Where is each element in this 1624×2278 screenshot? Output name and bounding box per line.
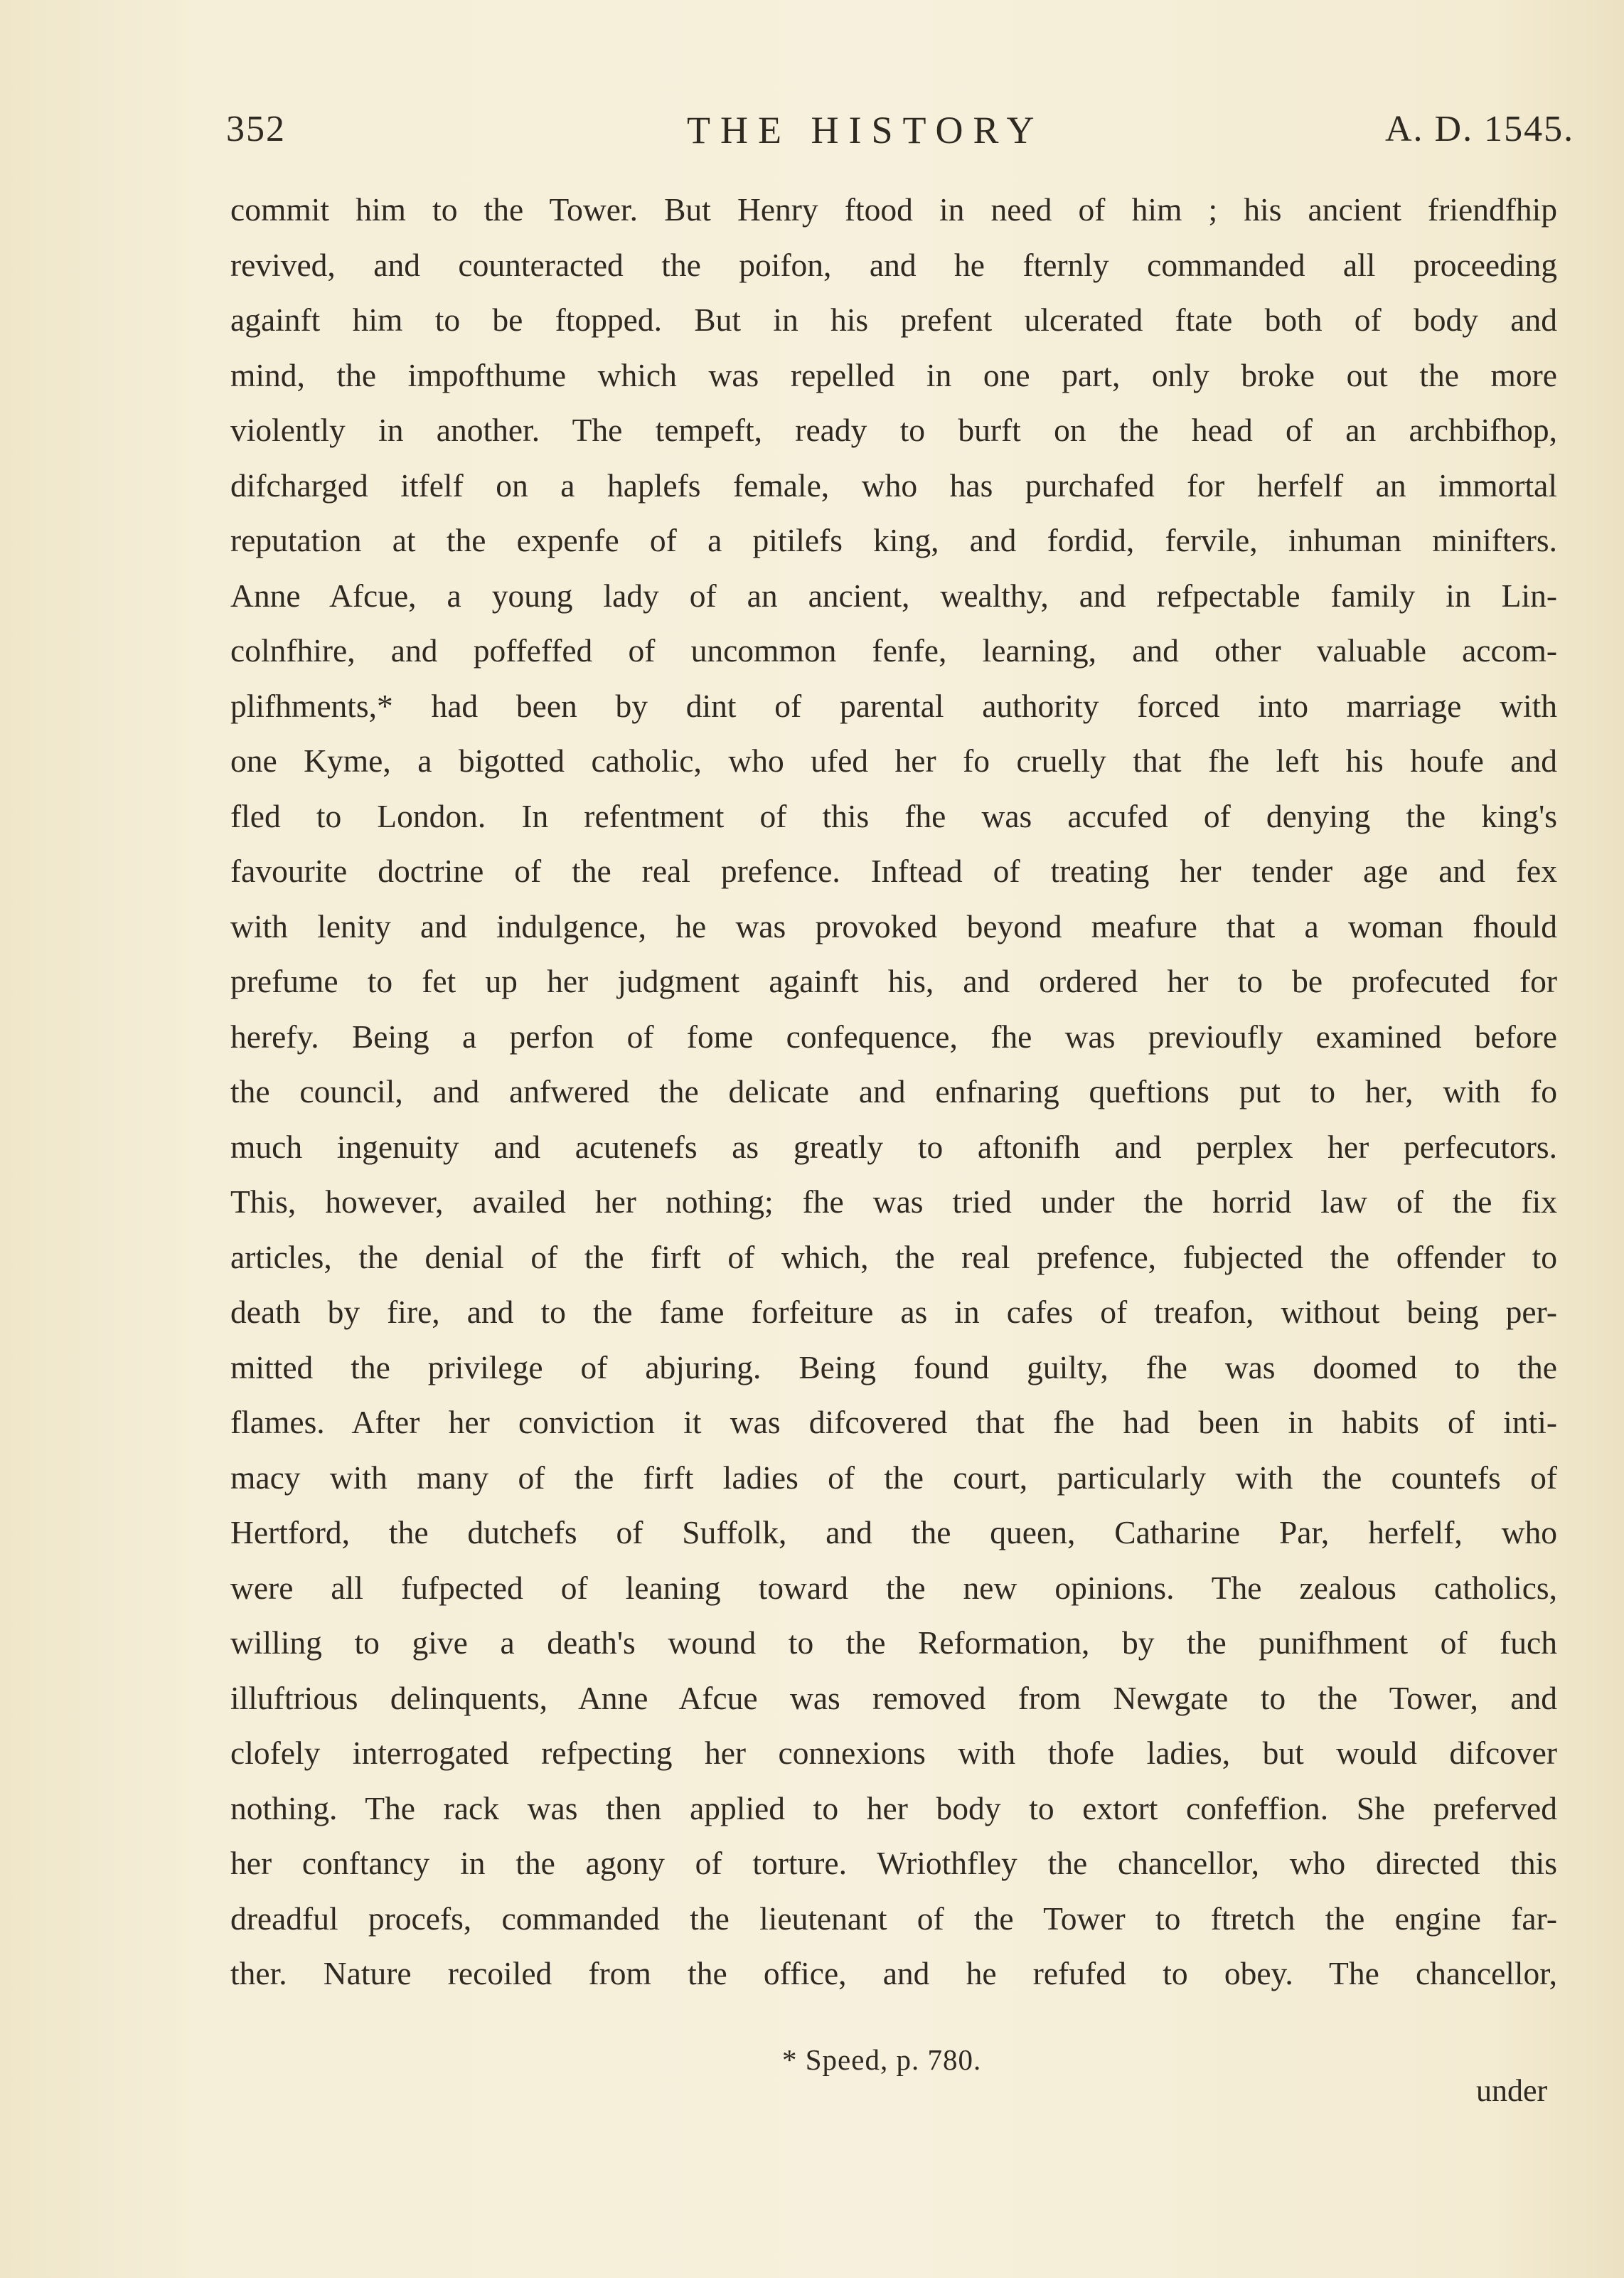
text-line: macy with many of the firft ladies of the court, particularly with the countefs of [230, 1459, 1557, 1496]
text-line: were all fufpected of leaning toward the new opinions. The zealous catholics, [230, 1569, 1557, 1606]
text-line: Hertford, the dutchefs of Suffolk, and the queen, Catharine Par, herfelf, who [230, 1514, 1557, 1550]
text-line: nothing. The rack was then applied to her body to extort confeffion. She preferved [230, 1789, 1557, 1826]
text-line: articles, the denial of the firft of which, the real prefence, fubjected the offender to [230, 1238, 1557, 1275]
catchword: under [1476, 2073, 1548, 2108]
text-line: Anne Afcue, a young lady of an ancient, wealthy, and refpectable family in Lin- [230, 577, 1557, 614]
text-line: flames. After her conviction it was difcovered that fhe had been in habits of inti- [230, 1404, 1557, 1440]
text-line: her conftancy in the agony of torture. Wriothfley the chancellor, who directed this [230, 1845, 1557, 1881]
text-line: death by fire, and to the fame forfeiture as in cafes of treafon, without being per- [230, 1294, 1557, 1330]
body-text [230, 182, 1557, 2001]
text-line: the council, and anfwered the delicate and enfnaring queftions put to her, with fo [230, 1073, 1557, 1109]
text-line: difcharged itfelf on a haplefs female, who has purchafed for herfelf an immortal [230, 467, 1557, 504]
text-line: willing to give a death's wound to the Reformation, by the punifhment of fuch [230, 1624, 1557, 1661]
page-header [0, 108, 1624, 158]
text-line: prefume to fet up her judgment againft his, and ordered her to be profecuted for [230, 963, 1557, 999]
text-line: herefy. Being a perfon of fome confequence, fhe was previoufly examined before [230, 1018, 1557, 1055]
running-date: A. D. 1545. [1385, 109, 1575, 149]
running-title: THE HISTORY [687, 109, 1045, 151]
text-line: mitted the privilege of abjuring. Being found guilty, fhe was doomed to the [230, 1348, 1557, 1385]
page-number: 352 [226, 109, 286, 149]
text-line: colnfhire, and poffeffed of uncommon fenfe, learning, and other valuable accom- [230, 632, 1557, 669]
text-line: plifhments,* had been by dint of parental authority forced into marriage with [230, 687, 1557, 724]
text-line: favourite doctrine of the real prefence. Inftead of treating her tender age and fex [230, 853, 1557, 889]
text-line: dreadful procefs, commanded the lieutenant of the Tower to ftretch the engine far- [230, 1900, 1557, 1937]
text-line: one Kyme, a bigotted catholic, who ufed her fo cruelly that fhe left his houfe and [230, 743, 1557, 779]
text-line: with lenity and indulgence, he was provoked beyond meafure that a woman fhould [230, 908, 1557, 944]
text-line: clofely interrogated refpecting her connexions with thofe ladies, but would difcover [230, 1735, 1557, 1771]
text-line: mind, the impofthume which was repelled in one part, only broke out the more [230, 356, 1557, 393]
text-line: violently in another. The tempeft, ready to burft on the head of an archbifhop, [230, 412, 1557, 448]
text-line: revived, and counteracted the poifon, and he fternly commanded all proceeding [230, 246, 1557, 283]
text-line: This, however, availed her nothing; fhe was tried under the horrid law of the fix [230, 1183, 1557, 1220]
text-line: againft him to be ftopped. But in his prefent ulcerated ftate both of body and [230, 302, 1557, 338]
text-line: fled to London. In refentment of this fhe was accufed of denying the king's [230, 797, 1557, 834]
footnote: * Speed, p. 780. [782, 2043, 982, 2076]
text-line: ther. Nature recoiled from the office, and he refufed to obey. The chancellor, [230, 1955, 1557, 1991]
text-line: reputation at the expenfe of a pitilefs king, and fordid, fervile, inhuman minifters. [230, 522, 1557, 558]
text-line: much ingenuity and acutenefs as greatly to aftonifh and perplex her perfecutors. [230, 1128, 1557, 1165]
text-line: commit him to the Tower. But Henry ftood in need of him ; his ancient friendfhip [230, 191, 1557, 228]
text-line: illuftrious delinquents, Anne Afcue was removed from Newgate to the Tower, and [230, 1679, 1557, 1716]
